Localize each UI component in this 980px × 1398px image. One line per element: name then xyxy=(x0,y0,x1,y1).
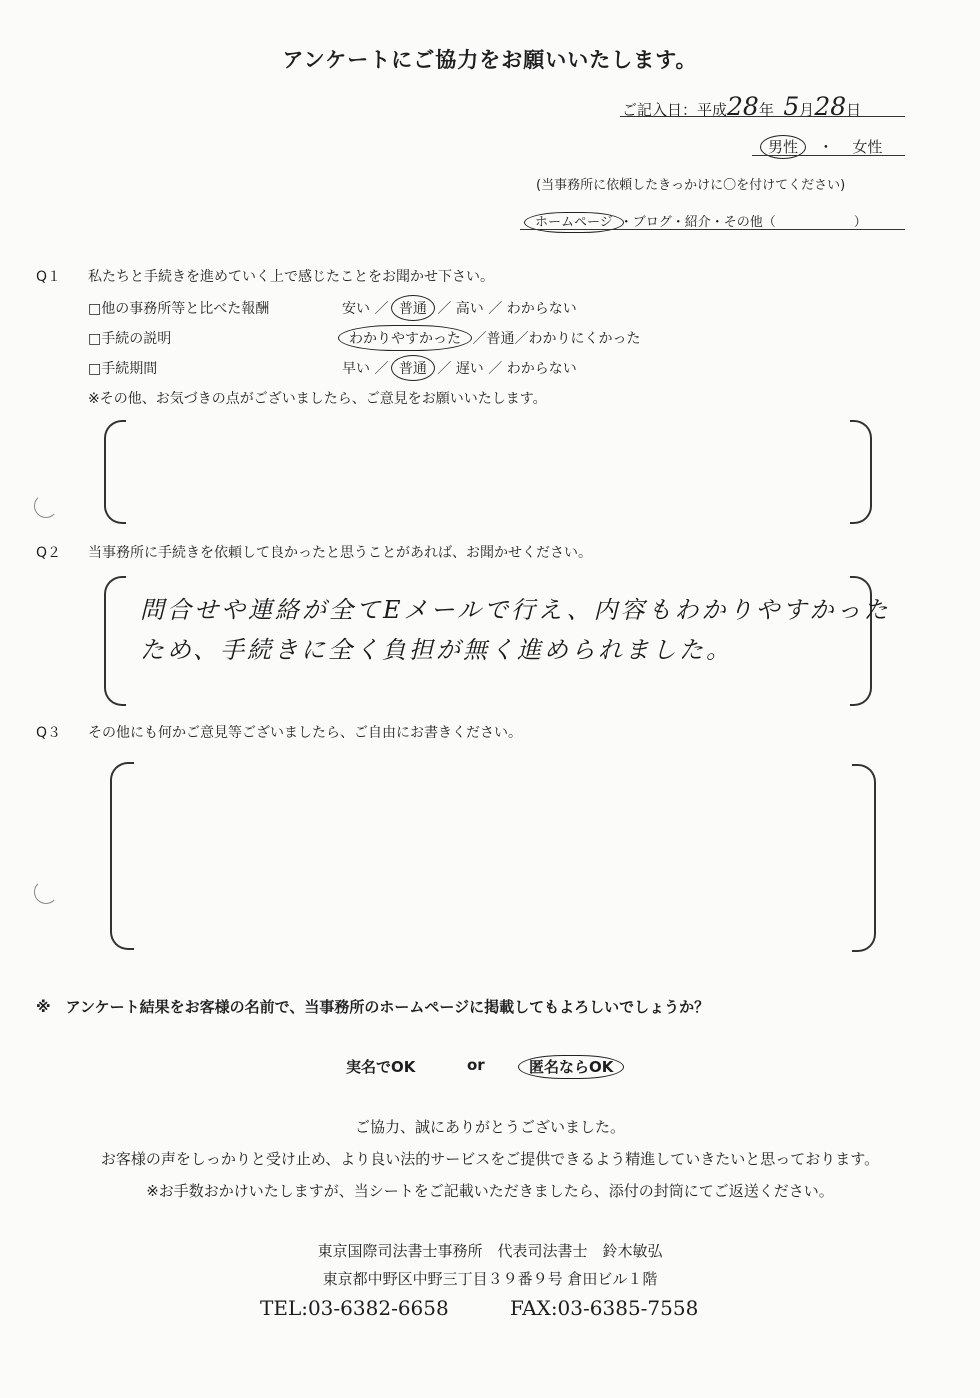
service-message: お客様の声をしっかりと受け止め、より良い法的サービスをご提供できるよう精進していきたいと思っております。 xyxy=(100,1150,880,1168)
date-year-unit: 年 xyxy=(758,101,774,119)
q1-fee-option-cheap[interactable]: 安い ／ xyxy=(342,301,389,317)
q1-period-option-normal-circled[interactable]: 普通 xyxy=(391,355,435,381)
office-tel: TEL:03-6382-6658 xyxy=(260,1296,449,1320)
date-day-unit: 日 xyxy=(846,101,862,119)
q1-explanation-option-rest[interactable]: ／普通／わかりにくかった xyxy=(472,331,641,347)
date-year: 28 xyxy=(727,92,759,121)
gender-male-circled[interactable]: 男性 xyxy=(760,135,806,159)
date-month-unit: 月 xyxy=(799,101,815,119)
consent-anonymous[interactable] xyxy=(522,1056,620,1077)
q1-fee-label: □他の事務所等と比べた報酬 xyxy=(88,301,270,317)
q3-comment-box-left xyxy=(110,762,134,950)
punch-hole-bottom xyxy=(34,880,58,904)
source-other-options: ・ブログ・紹介・その他（ ） xyxy=(619,215,867,230)
thanks-message: ご協力、誠にありがとうございました。 xyxy=(354,1118,625,1136)
q1-explanation-options xyxy=(342,328,640,348)
q1-fee-option-rest[interactable]: ／ 高い ／ わからない xyxy=(437,301,577,317)
punch-hole-top xyxy=(34,494,58,518)
q2-handwritten-answer-line-1: 問合せや連絡が全てEメールで行え、内容もわかりやすかった xyxy=(140,596,891,624)
q1-label: Q１ xyxy=(36,269,62,285)
survey-title: アンケートにご協力をお願いいたします。 xyxy=(282,48,698,72)
source-options xyxy=(528,211,867,230)
q1-comment-box-left xyxy=(104,420,126,524)
q1-explanation-label: □手続の説明 xyxy=(88,331,172,347)
consent-anonymous-circled[interactable]: 匿名ならOK xyxy=(518,1055,624,1079)
office-address: 東京都中野区中野三丁目３９番９号 倉田ビル１階 xyxy=(322,1270,658,1288)
source-homepage-circled[interactable]: ホームページ xyxy=(524,212,624,233)
q1-comment-box-right xyxy=(850,420,872,524)
q3-comment-area[interactable] xyxy=(132,768,852,942)
date-day: 28 xyxy=(814,92,847,121)
q1-fee-option-normal-circled[interactable]: 普通 xyxy=(391,295,435,321)
source-underline xyxy=(520,229,905,230)
return-instructions: ※お手数おかけいたしますが、当シートをご記載いただきましたら、添付の封筒にてご返送ください。 xyxy=(146,1182,834,1200)
gender-female[interactable]: 女性 xyxy=(852,138,883,156)
q3-question: その他にも何かご意見等ございましたら、ご自由にお書きください。 xyxy=(88,725,522,741)
q2-label: Q２ xyxy=(36,545,62,561)
q3-label: Q３ xyxy=(36,725,62,741)
q2-question: 当事務所に手続きを依頼して良かったと思うことがあれば、お聞かせください。 xyxy=(88,545,592,561)
source-instruction: (当事務所に依頼したきっかけに〇を付けてください) xyxy=(536,178,846,193)
q1-comment-prompt: ※その他、お気づきの点がございましたら、ご意見をお願いいたします。 xyxy=(88,391,547,407)
q1-explanation-option-clear-circled[interactable]: わかりやすかった xyxy=(338,325,472,351)
gender-selection xyxy=(762,136,882,157)
q2-answer-box-left xyxy=(104,576,126,706)
q1-comment-area[interactable] xyxy=(124,424,850,516)
date-label: ご記入日：平成 xyxy=(622,101,728,119)
office-name: 東京国際司法書士事務所 代表司法書士 鈴木敏弘 xyxy=(317,1242,663,1260)
gender-separator: ・ xyxy=(818,138,834,156)
q1-question: 私たちと手続きを進めていく上で感じたことをお聞かせ下さい。 xyxy=(88,269,494,285)
q1-period-option-fast[interactable]: 早い ／ xyxy=(342,361,389,377)
date-underline xyxy=(620,116,905,117)
q1-period-option-rest[interactable]: ／ 遅い ／ わからない xyxy=(437,361,577,377)
office-fax: FAX:03-6385-7558 xyxy=(510,1296,699,1320)
date-month: 5 xyxy=(783,92,800,121)
consent-or: or xyxy=(467,1056,485,1074)
q3-comment-box-right xyxy=(852,764,876,952)
gender-underline xyxy=(752,155,905,156)
q2-handwritten-answer-line-2: ため、手続きに全く負担が無く進められました。 xyxy=(140,636,734,664)
q1-fee-options xyxy=(342,298,577,318)
q1-period-options xyxy=(342,358,577,378)
publish-consent-question: ※ アンケート結果をお客様の名前で、当事務所のホームページに掲載してもよろしいでしょうか？ xyxy=(36,998,710,1016)
consent-real-name[interactable]: 実名でOK xyxy=(346,1058,416,1076)
q1-period-label: □手続期間 xyxy=(88,361,158,377)
